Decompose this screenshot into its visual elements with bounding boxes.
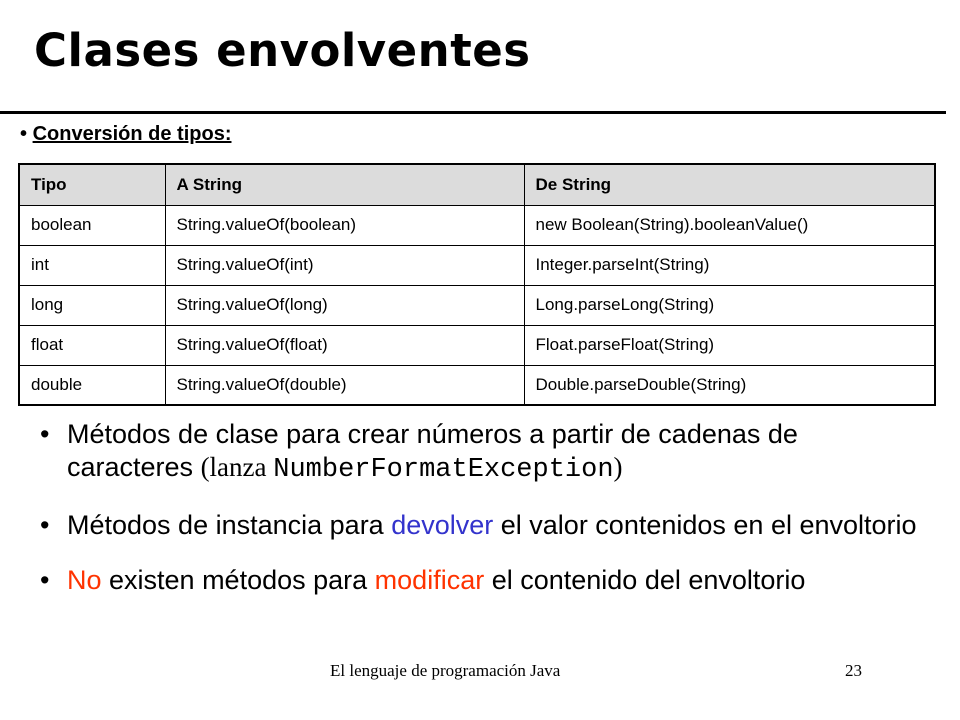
bullet-text: existen métodos para	[101, 565, 375, 595]
header-tipo: Tipo	[19, 164, 165, 205]
section-subtitle	[20, 120, 231, 148]
table-header-row	[19, 164, 935, 205]
table-row	[19, 365, 935, 405]
page-number: 23	[845, 661, 862, 680]
table-row	[19, 245, 935, 285]
cell-type: float	[19, 325, 165, 365]
table-row	[19, 205, 935, 245]
footer-text: El lenguaje de programación Java	[330, 661, 561, 680]
bullet-paren-close: )	[613, 452, 623, 482]
bullet-dot: •	[40, 510, 50, 540]
conversion-table	[18, 163, 936, 406]
cell-to-string: String.valueOf(double)	[165, 365, 524, 405]
cell-from-string: Float.parseFloat(String)	[524, 325, 935, 365]
header-de-string: De String	[524, 164, 935, 205]
title-divider	[0, 111, 946, 114]
cell-type: long	[19, 285, 165, 325]
bullet-highlight-no: No	[67, 565, 102, 595]
bullet-exception-code: NumberFormatException	[273, 455, 614, 485]
bullet-highlight-modificar: modificar	[374, 565, 485, 595]
cell-from-string: Long.parseLong(String)	[524, 285, 935, 325]
bullet-class-methods	[0, 418, 960, 487]
bullet-list	[0, 418, 960, 619]
table-row	[19, 325, 935, 365]
bullet-text: Métodos de clase para crear números a partir de cadenas de caracteres	[67, 419, 798, 482]
cell-type: int	[19, 245, 165, 285]
cell-to-string: String.valueOf(boolean)	[165, 205, 524, 245]
bullet-no-modify	[0, 564, 960, 597]
cell-to-string: String.valueOf(long)	[165, 285, 524, 325]
bullet-instance-methods	[0, 509, 960, 542]
cell-type: boolean	[19, 205, 165, 245]
subtitle-bullet: •	[20, 123, 28, 145]
cell-to-string: String.valueOf(int)	[165, 245, 524, 285]
cell-to-string: String.valueOf(float)	[165, 325, 524, 365]
cell-type: double	[19, 365, 165, 405]
bullet-text: el valor contenidos en el envoltorio	[493, 510, 917, 540]
bullet-text: el contenido del envoltorio	[484, 565, 806, 595]
header-a-string: A String	[165, 164, 524, 205]
bullet-paren-open: (lanza	[200, 452, 274, 482]
table-row	[19, 285, 935, 325]
bullet-dot: •	[40, 419, 50, 449]
bullet-highlight-devolver: devolver	[391, 510, 494, 540]
bullet-dot: •	[40, 565, 50, 595]
cell-from-string: Double.parseDouble(String)	[524, 365, 935, 405]
bullet-text: Métodos de instancia para	[67, 510, 392, 540]
cell-from-string: new Boolean(String).booleanValue()	[524, 205, 935, 245]
slide-title: Clases envolventes	[34, 24, 531, 77]
cell-from-string: Integer.parseInt(String)	[524, 245, 935, 285]
subtitle-label: Conversión de tipos:	[32, 123, 232, 145]
